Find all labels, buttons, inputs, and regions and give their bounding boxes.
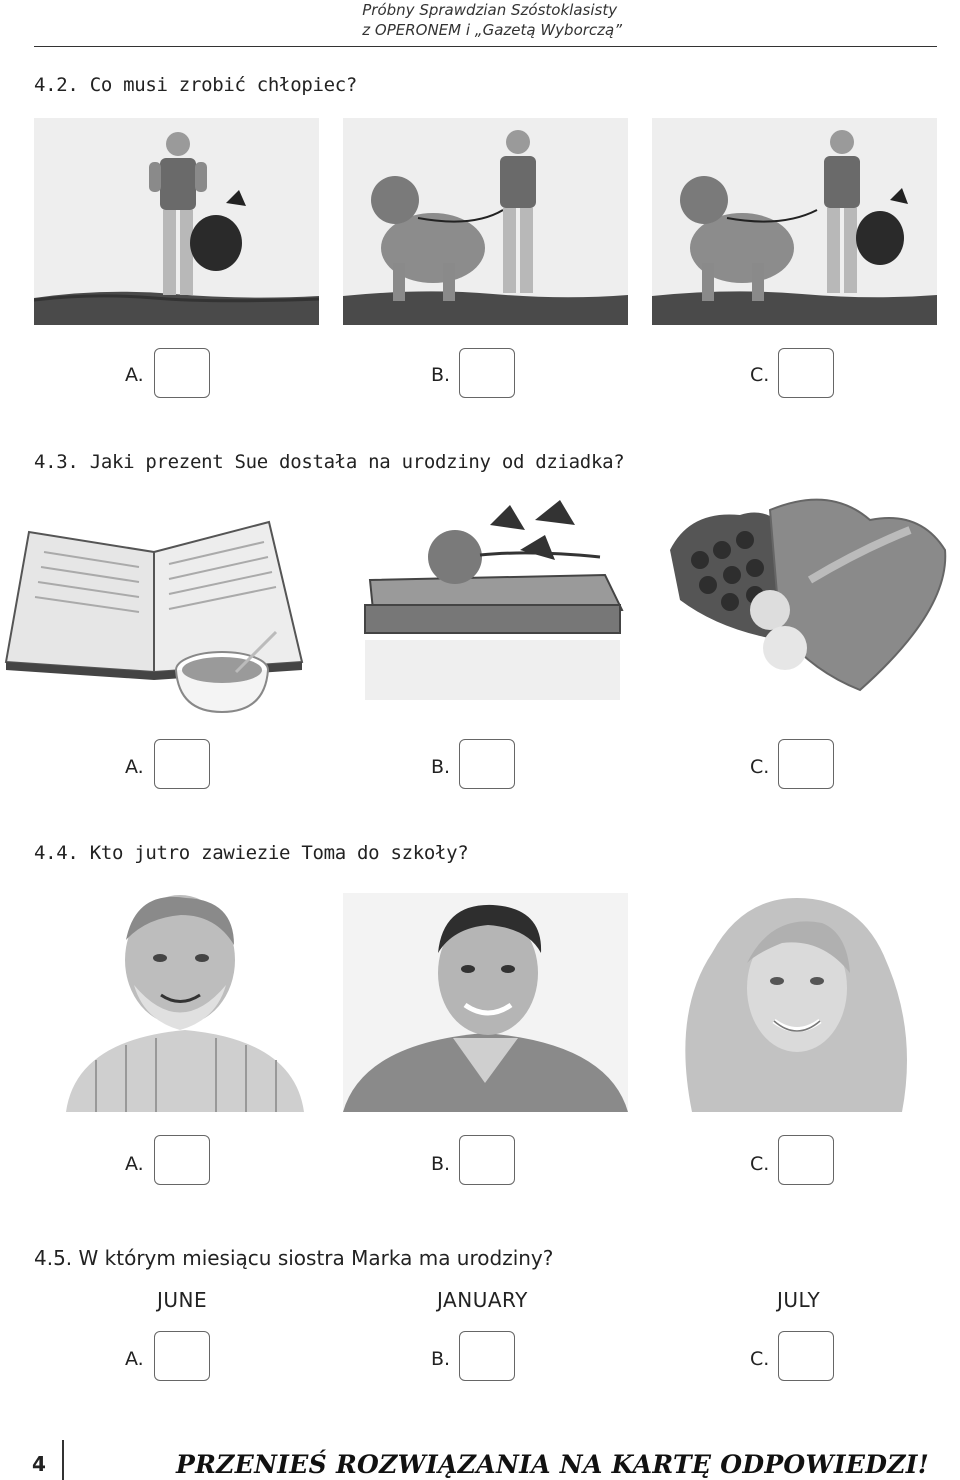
- image-boy-walking-dog: [343, 118, 628, 325]
- q43-answer-box-c[interactable]: [778, 739, 834, 789]
- image-older-man-portrait: [66, 890, 304, 1112]
- q43-answer-box-a[interactable]: [154, 739, 210, 789]
- q42-option-a-label: A.: [125, 364, 144, 386]
- q42-answer-box-b[interactable]: [459, 348, 515, 398]
- q43-option-a-label: A.: [125, 756, 144, 778]
- q45-option-b-label: B.: [431, 1348, 451, 1370]
- q45-answer-box-b[interactable]: [459, 1331, 515, 1381]
- q44-answer-box-b[interactable]: [459, 1135, 515, 1185]
- image-boy-with-dog-and-trash-bag: [652, 118, 937, 325]
- q44-option-c-label: C.: [750, 1153, 770, 1175]
- q42-option-c-label: C.: [750, 364, 770, 386]
- image-boy-with-trash-bag: [34, 118, 319, 325]
- question-4-5-title: 4.5. W którym miesiącu siostra Marka ma urodziny?: [34, 1246, 554, 1270]
- q42-answer-box-a[interactable]: [154, 348, 210, 398]
- header-line-1: Próbny Sprawdzian Szóstoklasisty: [362, 1, 618, 19]
- q44-answer-box-a[interactable]: [154, 1135, 210, 1185]
- q44-answer-box-c[interactable]: [778, 1135, 834, 1185]
- footer-divider: [62, 1440, 64, 1480]
- question-4-4-title: 4.4. Kto jutro zawiezie Toma do szkoły?: [34, 842, 469, 864]
- image-young-man-portrait: [343, 893, 628, 1112]
- image-woman-portrait: [672, 893, 920, 1112]
- q42-option-b-label: B.: [431, 364, 451, 386]
- q44-option-a-label: A.: [125, 1153, 144, 1175]
- q45-answer-box-a[interactable]: [154, 1331, 210, 1381]
- month-july: JULY: [777, 1288, 821, 1312]
- image-book-with-rose: [360, 495, 625, 717]
- page-number: 4: [32, 1452, 46, 1476]
- image-heart-box-of-chocolates: [660, 490, 950, 705]
- q43-answer-box-b[interactable]: [459, 739, 515, 789]
- month-june: JUNE: [157, 1288, 208, 1312]
- question-4-2-title: 4.2. Co musi zrobić chłopiec?: [34, 74, 358, 96]
- q45-option-a-label: A.: [125, 1348, 144, 1370]
- image-open-book-with-tea: [4, 512, 304, 717]
- q45-answer-box-c[interactable]: [778, 1331, 834, 1381]
- question-4-3-title: 4.3. Jaki prezent Sue dostała na urodziny od dziadka?: [34, 451, 625, 473]
- q43-option-c-label: C.: [750, 756, 770, 778]
- q45-option-c-label: C.: [750, 1348, 770, 1370]
- page-header: [34, 0, 937, 47]
- q42-answer-box-c[interactable]: [778, 348, 834, 398]
- header-line-2: z OPERONEM i „Gazetą Wyborczą”: [362, 21, 622, 39]
- q43-option-b-label: B.: [431, 756, 451, 778]
- header-text: [362, 0, 622, 40]
- month-january: JANUARY: [437, 1288, 528, 1312]
- footer-instruction: PRZENIEŚ ROZWIĄZANIA NA KARTĘ ODPOWIEDZI!: [176, 1450, 930, 1479]
- q44-option-b-label: B.: [431, 1153, 451, 1175]
